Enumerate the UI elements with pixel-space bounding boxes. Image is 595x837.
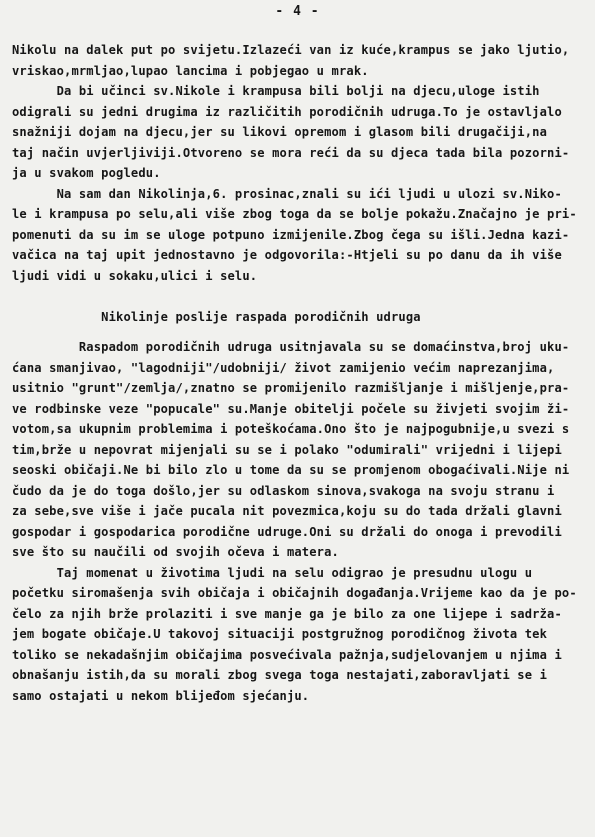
text-line: Nikolinje poslije raspada porodičnih udruga (12, 309, 421, 324)
text-line: ja u svakom pogledu. (12, 166, 161, 180)
text-line: vriskao,mrmljao,lupao lancima i pobjegao u mrak. (12, 63, 369, 78)
text-line: jem bogate običaje.U takovoj situaciji postgružnog porodičnog života tek (12, 627, 548, 641)
text-line: početku siromašenja svih običaja i običajnih događanja.Vrijeme kao da je po- (12, 586, 577, 600)
text-line: le i krampusa po selu,ali više zbog toga da se bolje pokažu.Značajno je pri- (12, 207, 577, 221)
text-line: Na sam dan Nikolinja,6. prosinac,znali su ići ljudi u ulozi sv.Niko- (12, 186, 562, 201)
text-line: čudo da je do toga došlo,jer su odlaskom sinova,svakoga na svoju stranu i (12, 483, 555, 498)
text-line: ve rodbinske veze "popucale" su.Manje obitelji počele su živjeti svojim ži- (12, 401, 570, 416)
paragraph (12, 40, 590, 81)
text-line: sve što su naučili od svojih očeva i matera. (12, 545, 339, 559)
text-line: snažniji dojam na djecu,jer su likovi opremom i glasom bili drugačiji,na (12, 125, 548, 139)
text-line: vačica na taj upit jednostavno je odgovorila:-Htjeli su po danu da ih više (12, 248, 562, 262)
text-line: Raspadom porodičnih udruga usitnjavala su se domaćinstva,broj uku- (12, 340, 570, 354)
text-line: votom,sa ukupnim problemima i poteškoćama.Ono što je najpogubnije,u svezi s (12, 422, 570, 436)
page-number: - 4 - (275, 4, 320, 19)
text-line: obnašanju istih,da su morali zbog svega toga nestajati,zaboravljati se i (12, 668, 548, 682)
text-line: samo ostajati u nekom blijeđom sjećanju. (12, 688, 310, 703)
text-line: odigrali su jedni drugima iz različitih porodičnih udruga.To je ostavljalo (12, 104, 562, 119)
paragraph (12, 337, 590, 563)
text-line: gospodar i gospodarica porodične udruge.Oni su držali do onoga i prevodili (12, 524, 562, 539)
text-line: pomenuti da su im se uloge potpuno izmijenile.Zbog čega su išli.Jedna kazi- (12, 227, 570, 242)
body-text (12, 40, 590, 706)
text-line: čelo za njih brže prolaziti i sve manje ga je bilo za one lijepe i sadrža- (12, 606, 562, 621)
paragraph (12, 81, 590, 184)
text-line: Nikolu na dalek put po svijetu.Izlazeći van iz kuće,krampus se jako ljutio, (12, 43, 570, 57)
text-line: seoski običaji.Ne bi bilo zlo u tome da su se promjenom obogaćivali.Nije ni (12, 463, 570, 477)
text-line: toliko se nekadašnjim običajima posvećivala pažnja,sudjelovanjem u njima i (12, 647, 562, 662)
blank-line (12, 327, 590, 337)
text-line: Da bi učinci sv.Nikole i krampusa bili bolji na djecu,uloge istih (12, 84, 540, 98)
text-line: ćana smanjivao, "lagodniji"/udobniji/ život zamijenio većim naprezanjima, (12, 360, 555, 375)
text-line: usitnio "grunt"/zemlja/,znatno se promijenilo razmišljanje i mišljenje,pra- (12, 381, 570, 395)
text-line: za sebe,sve više i jače pucala nit povezmica,koju su do tada držali glavni (12, 504, 562, 518)
paragraph (12, 184, 590, 287)
blank-line (12, 286, 590, 307)
text-line: ljudi vidi u sokaku,ulici i selu. (12, 268, 258, 283)
text-line: taj način uvjerljiviji.Otvoreno se mora reći da su djeca tada bila pozorni- (12, 145, 570, 160)
text-line: tim,brže u nepovrat mijenjali su se i polako "odumirali" vrijedni i lijepi (12, 442, 562, 457)
paragraph (12, 563, 590, 707)
text-line: Taj momenat u životima ljudi na selu odigrao je presudnu ulogu u (12, 565, 533, 580)
section-heading (12, 307, 590, 328)
